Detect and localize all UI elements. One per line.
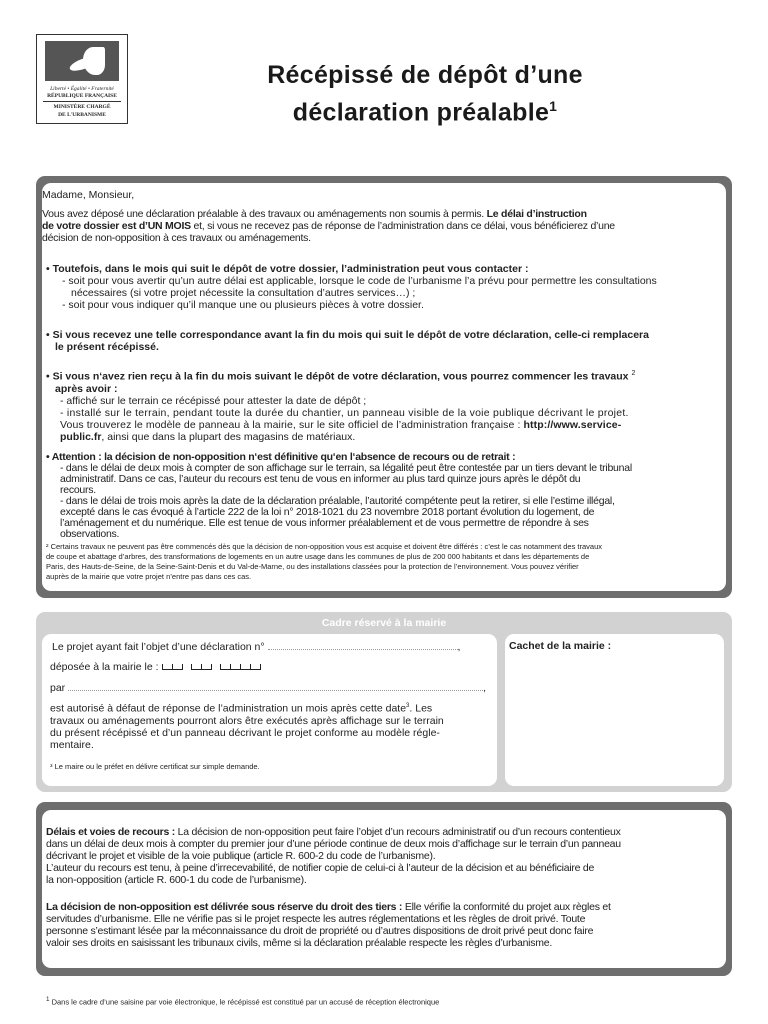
logo-ministry: MINISTÈRE CHARGÉ DE L'URBANISME [53, 104, 111, 118]
logo-motto: Liberté • Égalité • Fraternité [50, 86, 114, 92]
stamp-label: Cachet de la mairie : [509, 640, 612, 652]
recours-panel [36, 802, 732, 976]
by-field[interactable] [68, 681, 483, 691]
recours-paragraph: Délais et voies de recours : La décision de non-opposition peut faire l’objet d’un recours administratif ou d’un recours contentieux dans un délai de deux mois à compter du premier jour d’une période continue de deux mois d’affichage sur le terrain d’un panneau décrivant le projet et visible de la voie publique (article R. 600-2 du code de l’urbanisme). L’auteur du recours est tenu, à peine d’irrecevabilité, de notifier copie de celui-ci à l’auteur de la décision et au bénéficiaire de la non-opposition (article R. 600-1 du code de l’urbanisme). [46, 826, 621, 886]
intro-paragraph: Vous avez déposé une déclaration préalable à des travaux ou aménagements non soumis à permis. Le délai d’instruction de votre dossier est d’UN MOIS et, si vous ne recevez pas de réponse de l’administration dans ce délai, vous bénéficierez d’une décision de non-opposition à ces travaux ou aménagements. [42, 208, 615, 244]
mairie-panel [36, 612, 732, 792]
marianne-logo [36, 34, 128, 124]
salutation: Madame, Monsieur, [42, 189, 135, 201]
declaration-number-line: Le projet ayant fait l’objet d’une déclaration n° , [52, 641, 461, 653]
bullet-contact: • Toutefois, dans le mois qui suit le dépôt de votre dossier, l’administration peut vous contacter : - soit pour vous avertir qu’un autre délai est applicable, lorsque le code de l’urbanisme l’a prévu pour permettre les consultations nécessaires (si votre projet nécessite la consultation d’autres services…) ; - soit pour vous indiquer qu’il manque une ou plusieurs pièces à votre dossier. [46, 263, 657, 311]
authorization-text: est autorisé à défaut de réponse de l’administration un mois après cette date$^3$. Les travaux ou aménagements pourront alors être exécutés après affichage sur le terrain du présent récépissé et d’un panneau décrivant le projet conforme au modèle régle- mentaire. [50, 702, 444, 751]
third-party-rights-paragraph: La décision de non-opposition est délivrée sous réserve du droit des tiers : Elle vérifie la conformité du projet aux règles et servitudes d’urbanisme. Elle ne vérifie pas si le projet respecte les autres réglementations et les règles de droit privé. Toute personne s’estimant lésée par la méconnaissance du droit de propriété ou d’autres dispositions de droit privé peut donc faire valoir ses droits en saisissant les tribunaux civils, même si la déclaration préalable respecte les règles d’urbanisme. [46, 901, 611, 949]
title-footnote-ref: 1 [549, 98, 558, 114]
mairie-header: Cadre réservé à la mairie [321, 617, 447, 629]
bullet-start-works: • Si vous n‘avez rien reçu à la fin du mois suivant le dépôt de votre déclaration, vous pourrez commencer les travaux $^2$ après avoir : - affiché sur le terrain ce récépissé pour attester la date de dépôt ; - installé sur le terrain, pendant toute la durée du chantier, un panneau visible de la voie publique décrivant le projet. Vous trouverez le modèle de panneau à la mairie, sur le site officiel de l’administration française : http://www.service- public.fr, ainsi que dans la plupart des magasins de matériaux. [46, 370, 636, 443]
footnote-2: ² Certains travaux ne peuvent pas être commencés dès que la décision de non-opposition vous est acquise et doivent être différés : c’est le cas notamment des travaux de coupe et abattage d’arbres, des transformations de logements en un autre usage dans les communes de plus de 200 000 habitants et dans les départements de Paris, des Hauts-de-Seine, de la Seine-Saint-Denis et du Val-de-Marne, ou des installations classées pour la protection de l’environnement. Vous pouvez vérifier auprès de la mairie que votre projet n’entre pas dans ces cas. [46, 542, 603, 581]
marianne-emblem-icon [45, 41, 119, 81]
deposit-date-line: déposée à la mairie le : [50, 661, 269, 673]
deposit-date-field[interactable] [162, 661, 269, 673]
mairie-stamp-box[interactable] [505, 634, 724, 786]
notice-panel [36, 176, 732, 598]
bullet-correspondence: • Si vous recevez une telle correspondance avant la fin du mois qui suit le dépôt de votre déclaration, celle-ci remplacera le présent récépissé. [46, 329, 649, 353]
bullet-attention: • Attention : la décision de non-opposition n‘est définitive qu‘en l‘absence de recours ou de retrait : - dans le délai de deux mois à compter de son affichage sur le terrain, sa légalité peut être contestée par un tiers devant le tribunal administratif. Dans ce cas, l’auteur du recours est tenu de vous en informer au plus tard quinze jours après le dépôt du recours. - dans le délai de trois mois après la date de la déclaration préalable, l’autorité compétente peut la retirer, si elle l’estime illégal, excepté dans le cas évoqué à l’article 222 de la loi n° 2018-1021 du 23 novembre 2018 portant évolution du logement, de l’aménagement et du numérique. Elle est tenue de vous informer préalablement et de vous permettre de répondre à ses observations. [46, 451, 632, 540]
by-line: par , [50, 682, 487, 694]
footnote-1: $^1$ Dans le cadre d’une saisine par voie électronique, le récépissé est constitué par un accusé de réception électronique [46, 996, 440, 1007]
logo-republic: RÉPUBLIQUE FRANÇAISE [47, 93, 117, 99]
footnote-3: ³ Le maire ou le préfet en délivre certificat sur simple demande. [50, 762, 260, 771]
declaration-number-field[interactable] [268, 640, 458, 650]
mairie-form-box [42, 634, 497, 786]
page-title: Récépissé de dépôt d’une déclaration préalable$^1$ [267, 61, 583, 127]
